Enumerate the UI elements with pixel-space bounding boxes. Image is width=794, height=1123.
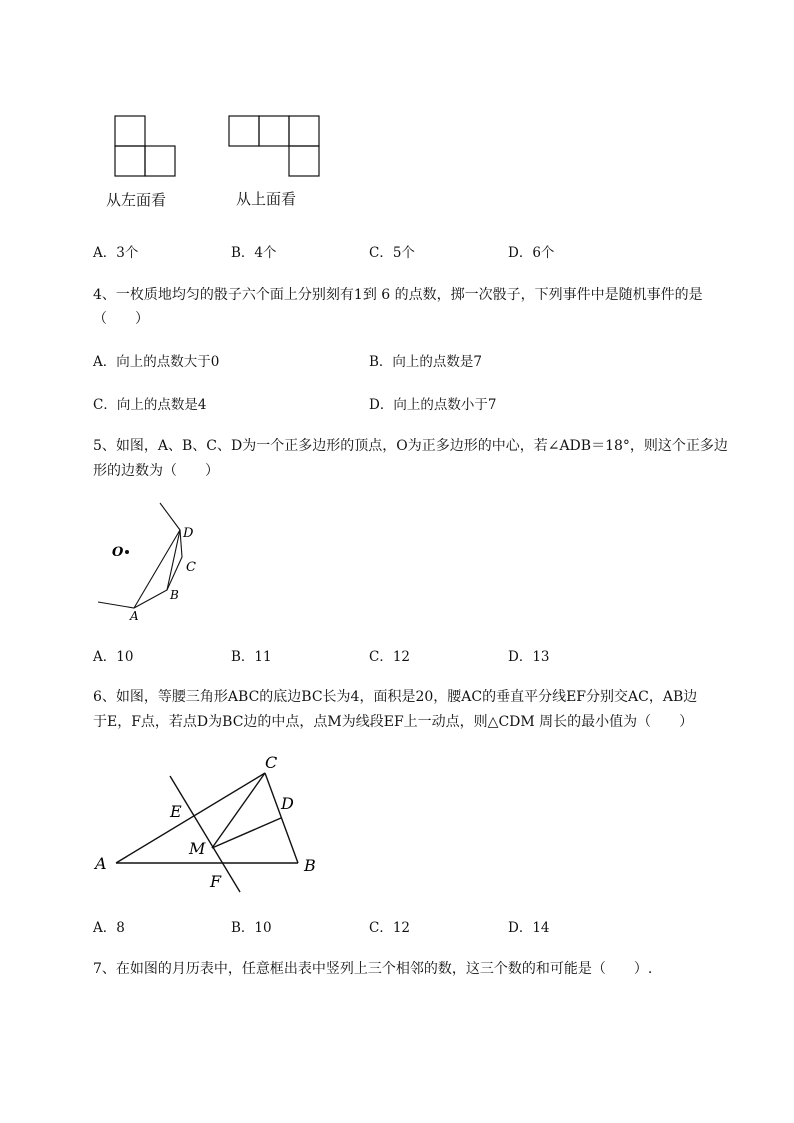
q6-stem-line2: 于E，F点，若点D为BC边的中点，点M为线段EF上一动点，则△CDM 周长的最小值为（ ） [93,714,694,730]
left-view-figure [100,110,190,182]
q4-option-a[interactable]: A．向上的点数大于0 [93,354,220,370]
label-O: O [112,545,124,560]
label-A: A [95,854,107,873]
q5-option-c[interactable]: C．12 [369,649,411,665]
q3-option-a[interactable]: A．3个 [93,245,139,261]
diagonal-BD [167,530,180,590]
q5-stem-line2: 形的边数为（ ） [93,463,219,479]
label-D: D [281,794,294,813]
q6-option-b[interactable]: B．10 [231,920,272,936]
center-point-O [125,550,129,554]
label-B: B [170,588,179,602]
q6-option-d[interactable]: D．14 [508,920,550,936]
q3-option-b[interactable]: B．4个 [231,245,277,261]
side-BC [265,773,298,863]
top-view-label: 从上面看 [236,190,297,208]
q5-option-d[interactable]: D．13 [508,649,550,665]
bisector-EF [170,776,240,892]
label-F: F [210,872,222,891]
label-M: M [189,839,206,858]
q3-option-d[interactable]: D．6个 [508,245,555,261]
polygon-figure [90,495,220,630]
q3-option-c[interactable]: C．5个 [369,245,415,261]
q5-option-a[interactable]: A．10 [93,649,134,665]
q4-option-d[interactable]: D．向上的点数小于7 [369,397,497,413]
top-view-figure [222,110,332,182]
q6-option-c[interactable]: C．12 [369,920,411,936]
label-C: C [265,753,278,772]
left-view-label: 从左面看 [106,191,167,209]
q4-stem-line1: 4、一枚质地均匀的骰子六个面上分别刻有1到 6 的点数，掷一次骰子，下列事件中是随机事件的是 [93,287,703,303]
triangle-figure [90,748,330,896]
label-B: B [304,856,316,875]
label-E: E [170,802,182,821]
q6-option-a[interactable]: A．8 [93,920,125,936]
q4-stem-line2: （ ） [93,311,149,327]
q6-stem-line1: 6、如图，等腰三角形ABC的底边BC长为4，面积是20，腰AC的垂直平分线EF分别交AC，AB边 [93,689,698,705]
label-C: C [186,560,196,575]
q4-option-b[interactable]: B．向上的点数是7 [369,354,483,370]
q7-stem-line1: 7、在如图的月历表中，任意框出表中竖列上三个相邻的数，这三个数的和可能是（ ）. [93,961,653,977]
q5-option-b[interactable]: B．11 [231,649,272,665]
label-A: A [130,609,139,623]
label-D: D [183,526,194,541]
q4-option-c[interactable]: C．向上的点数是4 [93,397,207,413]
q5-stem-line1: 5、如图，A、B、C、D为一个正多边形的顶点，O为正多边形的中心，若∠ADB＝18°，则这个正多边 [93,438,728,454]
